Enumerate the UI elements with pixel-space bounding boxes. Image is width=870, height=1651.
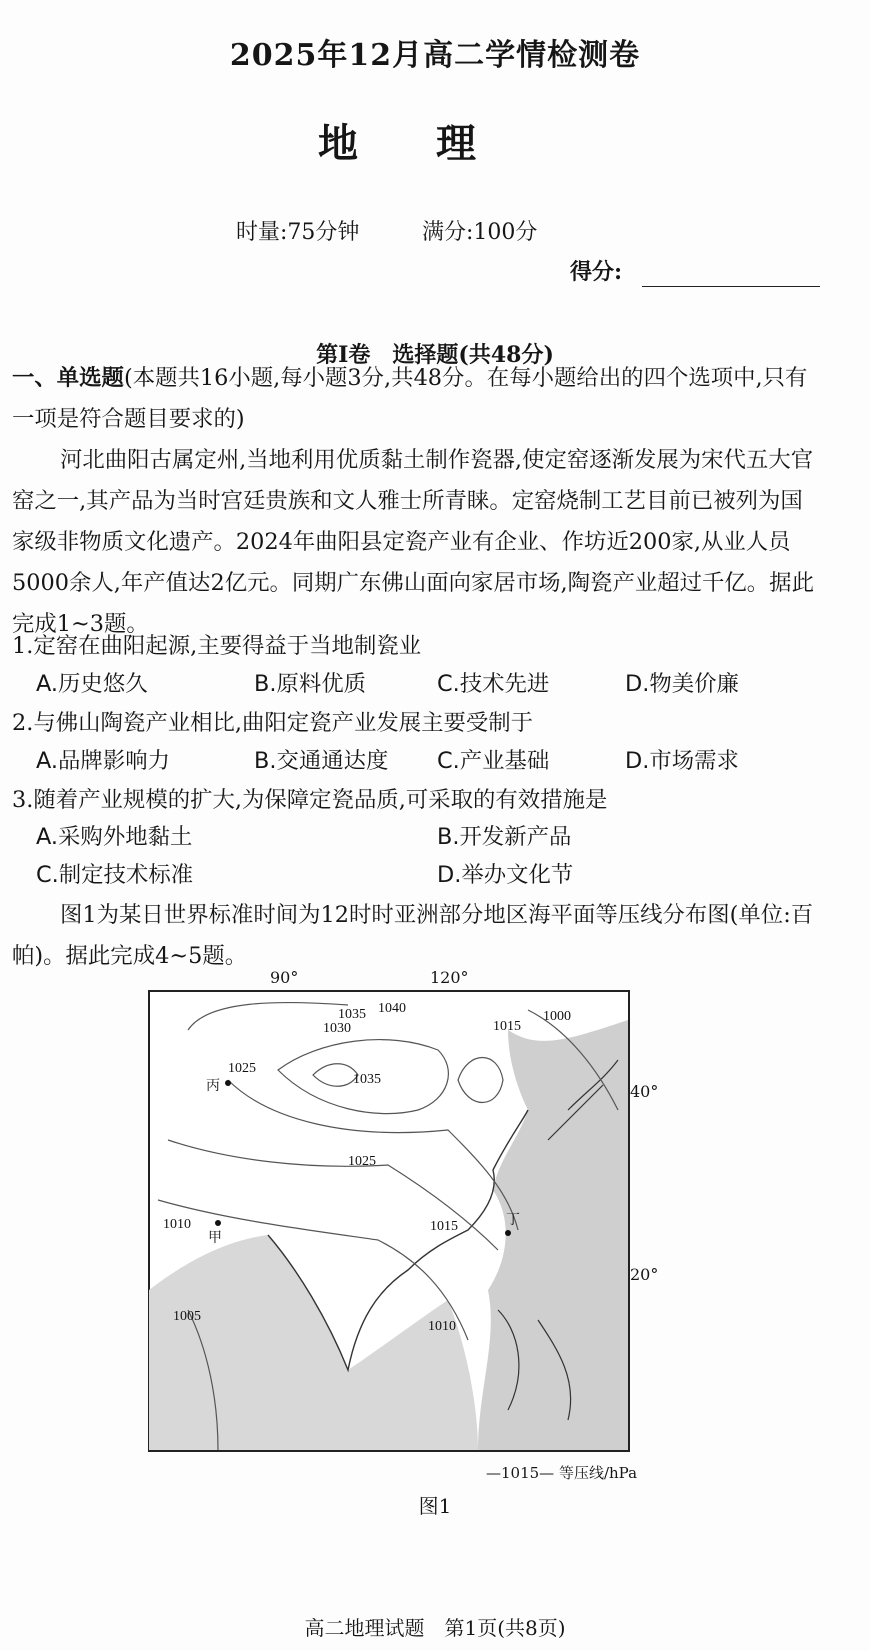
page-footer: 高二地理试题 第1页(共8页): [304, 1616, 566, 1640]
passage-1-text: 河北曲阳古属定州,当地利用优质黏土制作瓷器,使定窑逐渐发展为宋代五大官窑之一,其产品为当时宫廷贵族和文人雅士所青睐。定窑烧制工艺目前已被列为国家级非物质文化遗产。2024年曲阳县定瓷产业有企业、作坊近200家,从业人员5000余人,年产值达2亿元。同期广东佛山面向家居市场,陶瓷产业超过千亿。据此完成1~3题。: [12, 447, 814, 637]
isobar-label-1035a: 1035: [338, 1007, 366, 1022]
map-legend: —1015— 等压线/hPa: [486, 1464, 638, 1482]
passage-2: [12, 895, 820, 977]
q2-option-c: C.产业基础: [437, 748, 550, 774]
time-limit: 时量:75分钟: [236, 220, 360, 245]
isobar-label-1000: 1000: [543, 1009, 571, 1024]
point-jia-label: 甲: [208, 1231, 222, 1246]
figure-caption: 图1: [418, 1494, 452, 1518]
isobar-label-1010a: 1010: [163, 1217, 191, 1232]
question-2-stem: 2.与佛山陶瓷产业相比,曲阳定瓷产业发展主要受制于: [12, 710, 534, 736]
score-label: 得分:: [570, 259, 623, 285]
q2-option-a: A.品牌影响力: [36, 748, 170, 774]
section-title: 第Ⅰ卷 选择题(共48分): [316, 342, 554, 368]
instructions-heading: 一、单选题: [12, 365, 124, 391]
subject-title: 地理: [318, 120, 554, 167]
isobar-label-1025b: 1025: [348, 1154, 376, 1169]
isobar-label-1005: 1005: [173, 1309, 201, 1324]
isobar-label-1010b: 1010: [428, 1319, 456, 1334]
question-1-stem: 1.定窑在曲阳起源,主要得益于当地制瓷业: [12, 633, 422, 659]
lat-label-20: 20°: [630, 1265, 659, 1284]
point-bing-label: 丙: [206, 1079, 220, 1094]
isobar-label-1035b: 1035: [353, 1072, 381, 1087]
point-bing-marker: [225, 1080, 231, 1086]
point-jia-marker: [215, 1220, 221, 1226]
q3-option-c: C.制定技术标准: [36, 862, 194, 888]
q1-option-b: B.原料优质: [254, 671, 367, 697]
q2-option-b: B.交通通达度: [254, 748, 389, 774]
lat-label-40: 40°: [630, 1082, 659, 1101]
exam-title: 2025年12月高二学情检测卷: [229, 38, 641, 73]
q1-option-d: D.物美价廉: [625, 671, 739, 697]
q1-option-a: A.历史悠久: [36, 671, 148, 697]
q3-option-a: A.采购外地黏土: [36, 824, 193, 850]
q1-option-c: C.技术先进: [437, 671, 550, 697]
score-blank-line: [642, 286, 820, 287]
instructions: [12, 358, 820, 440]
isobar-label-1025a: 1025: [228, 1061, 256, 1076]
isobar-label-1030: 1030: [323, 1021, 351, 1036]
lon-label-120: 120°: [430, 968, 469, 987]
lon-label-90: 90°: [270, 968, 299, 987]
q3-option-d: D.举办文化节: [437, 862, 574, 888]
isobar-map: [148, 990, 630, 1470]
isobar-label-1015a: 1015: [493, 1019, 521, 1034]
q2-option-d: D.市场需求: [625, 748, 739, 774]
q3-option-b: B.开发新产品: [437, 824, 572, 850]
isobar-label-1015b: 1015: [430, 1219, 458, 1234]
point-ding-marker: [505, 1230, 511, 1236]
isobar-label-1040: 1040: [378, 1001, 406, 1016]
point-ding-label: 丁: [506, 1213, 520, 1228]
passage-1: [12, 440, 820, 645]
question-3-stem: 3.随着产业规模的扩大,为保障定瓷品质,可采取的有效措施是: [12, 787, 608, 813]
full-score: 满分:100分: [422, 220, 538, 245]
instructions-text: (本题共16小题,每小题3分,共48分。在每小题给出的四个选项中,只有一项是符合题目要求的): [12, 365, 808, 432]
passage-2-text: 图1为某日世界标准时间为12时时亚洲部分地区海平面等压线分布图(单位:百帕)。据此完成4~5题。: [12, 902, 814, 969]
